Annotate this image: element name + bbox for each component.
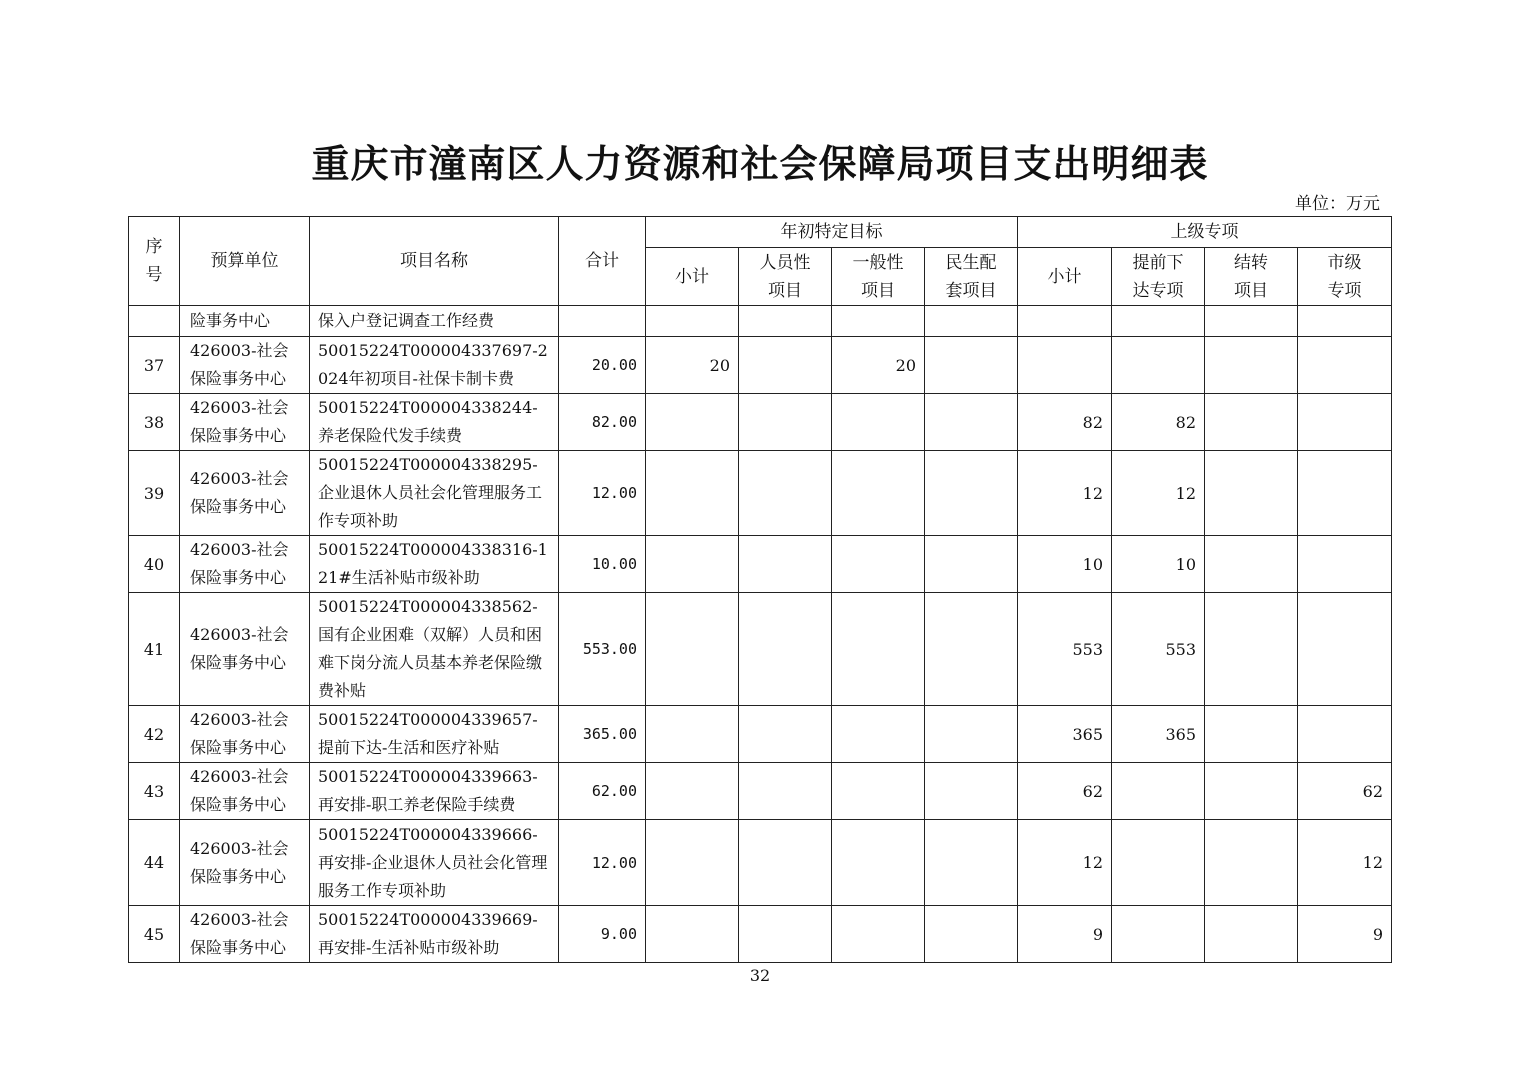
row-upper-carryover xyxy=(1205,906,1298,963)
row-upper-city: 62 xyxy=(1298,763,1392,820)
row-annual-personnel xyxy=(739,451,832,536)
row-project-name: 50015224T000004338244-养老保险代发手续费 xyxy=(310,394,559,451)
row-annual-livelihood xyxy=(925,394,1018,451)
row-annual-subtotal xyxy=(646,593,739,706)
row-annual-general xyxy=(832,593,925,706)
row-seq: 41 xyxy=(129,593,180,706)
row-upper-carryover xyxy=(1205,337,1298,394)
row-budget-unit: 426003-社会保险事务中心 xyxy=(180,593,310,706)
row-upper-advance: 12 xyxy=(1112,451,1205,536)
row-upper-subtotal: 365 xyxy=(1018,706,1112,763)
row-annual-subtotal xyxy=(646,394,739,451)
row-total xyxy=(559,306,646,337)
row-upper-advance: 365 xyxy=(1112,706,1205,763)
header-total: 合计 xyxy=(559,217,646,306)
row-project-name: 50015224T000004338316-121#生活补贴市级补助 xyxy=(310,536,559,593)
row-annual-personnel xyxy=(739,763,832,820)
row-seq: 38 xyxy=(129,394,180,451)
row-budget-unit: 426003-社会保险事务中心 xyxy=(180,706,310,763)
row-total: 12.00 xyxy=(559,451,646,536)
row-annual-livelihood xyxy=(925,337,1018,394)
table-row xyxy=(129,337,1392,394)
table-row xyxy=(129,763,1392,820)
row-upper-subtotal: 10 xyxy=(1018,536,1112,593)
row-upper-city xyxy=(1298,394,1392,451)
header-upper-advance: 提前下达专项 xyxy=(1112,248,1205,306)
row-upper-subtotal: 12 xyxy=(1018,451,1112,536)
row-project-name: 50015224T000004339669-再安排-生活补贴市级补助 xyxy=(310,906,559,963)
row-upper-subtotal: 9 xyxy=(1018,906,1112,963)
row-annual-livelihood xyxy=(925,536,1018,593)
row-annual-general xyxy=(832,306,925,337)
row-total: 82.00 xyxy=(559,394,646,451)
row-upper-carryover xyxy=(1205,536,1298,593)
row-total: 20.00 xyxy=(559,337,646,394)
row-total: 9.00 xyxy=(559,906,646,963)
row-total: 12.00 xyxy=(559,820,646,906)
row-budget-unit: 险事务中心 xyxy=(180,306,310,337)
header-seq: 序号 xyxy=(129,217,180,306)
table-row xyxy=(129,820,1392,906)
row-upper-city xyxy=(1298,536,1392,593)
row-project-name: 50015224T000004337697-2024年初项目-社保卡制卡费 xyxy=(310,337,559,394)
row-upper-subtotal xyxy=(1018,337,1112,394)
row-upper-carryover xyxy=(1205,706,1298,763)
row-budget-unit: 426003-社会保险事务中心 xyxy=(180,536,310,593)
row-upper-subtotal: 553 xyxy=(1018,593,1112,706)
row-upper-city xyxy=(1298,306,1392,337)
row-budget-unit: 426003-社会保险事务中心 xyxy=(180,906,310,963)
header-upper-city: 市级专项 xyxy=(1298,248,1392,306)
row-upper-carryover xyxy=(1205,306,1298,337)
header-budget-unit: 预算单位 xyxy=(180,217,310,306)
row-annual-livelihood xyxy=(925,306,1018,337)
row-annual-general xyxy=(832,536,925,593)
table-row xyxy=(129,306,1392,337)
page-title: 重庆市潼南区人力资源和社会保障局项目支出明细表 xyxy=(311,142,1209,186)
table-header xyxy=(129,217,1392,306)
row-annual-subtotal xyxy=(646,906,739,963)
row-upper-subtotal: 62 xyxy=(1018,763,1112,820)
header-project-name: 项目名称 xyxy=(310,217,559,306)
row-seq: 43 xyxy=(129,763,180,820)
row-annual-personnel xyxy=(739,706,832,763)
row-total: 10.00 xyxy=(559,536,646,593)
row-budget-unit: 426003-社会保险事务中心 xyxy=(180,337,310,394)
row-upper-city xyxy=(1298,593,1392,706)
row-annual-livelihood xyxy=(925,820,1018,906)
row-budget-unit: 426003-社会保险事务中心 xyxy=(180,763,310,820)
row-upper-city xyxy=(1298,706,1392,763)
row-upper-city xyxy=(1298,451,1392,536)
row-annual-livelihood xyxy=(925,706,1018,763)
row-annual-general xyxy=(832,763,925,820)
row-annual-subtotal xyxy=(646,536,739,593)
header-group-annual: 年初特定目标 xyxy=(646,217,1018,248)
row-annual-personnel xyxy=(739,536,832,593)
row-upper-carryover xyxy=(1205,763,1298,820)
table-row xyxy=(129,906,1392,963)
header-upper-carryover: 结转项目 xyxy=(1205,248,1298,306)
row-upper-city: 9 xyxy=(1298,906,1392,963)
row-upper-subtotal: 12 xyxy=(1018,820,1112,906)
row-seq: 37 xyxy=(129,337,180,394)
row-upper-advance: 553 xyxy=(1112,593,1205,706)
header-annual-livelihood: 民生配套项目 xyxy=(925,248,1018,306)
row-seq: 44 xyxy=(129,820,180,906)
row-annual-livelihood xyxy=(925,763,1018,820)
header-annual-general: 一般性项目 xyxy=(832,248,925,306)
row-project-name: 保入户登记调查工作经费 xyxy=(310,306,559,337)
table-row xyxy=(129,593,1392,706)
row-project-name: 50015224T000004339663-再安排-职工养老保险手续费 xyxy=(310,763,559,820)
row-annual-livelihood xyxy=(925,906,1018,963)
row-upper-advance xyxy=(1112,306,1205,337)
row-upper-carryover xyxy=(1205,593,1298,706)
row-total: 365.00 xyxy=(559,706,646,763)
table-row xyxy=(129,536,1392,593)
row-project-name: 50015224T000004338295-企业退休人员社会化管理服务工作专项补助 xyxy=(310,451,559,536)
row-total: 62.00 xyxy=(559,763,646,820)
row-annual-personnel xyxy=(739,906,832,963)
row-annual-livelihood xyxy=(925,451,1018,536)
row-annual-general xyxy=(832,820,925,906)
row-seq: 45 xyxy=(129,906,180,963)
table-body xyxy=(129,306,1392,963)
table-row xyxy=(129,451,1392,536)
row-seq: 40 xyxy=(129,536,180,593)
row-annual-subtotal xyxy=(646,706,739,763)
row-upper-advance xyxy=(1112,906,1205,963)
row-annual-subtotal xyxy=(646,451,739,536)
row-seq: 42 xyxy=(129,706,180,763)
row-annual-general xyxy=(832,906,925,963)
row-upper-advance: 10 xyxy=(1112,536,1205,593)
row-budget-unit: 426003-社会保险事务中心 xyxy=(180,451,310,536)
row-annual-livelihood xyxy=(925,593,1018,706)
row-budget-unit: 426003-社会保险事务中心 xyxy=(180,394,310,451)
row-project-name: 50015224T000004339666-再安排-企业退休人员社会化管理服务工作专项补助 xyxy=(310,820,559,906)
row-upper-subtotal xyxy=(1018,306,1112,337)
row-annual-general xyxy=(832,394,925,451)
header-annual-subtotal: 小计 xyxy=(646,248,739,306)
expenditure-table xyxy=(128,216,1392,963)
row-project-name: 50015224T000004339657-提前下达-生活和医疗补贴 xyxy=(310,706,559,763)
row-upper-advance xyxy=(1112,337,1205,394)
unit-label: 单位：万元 xyxy=(1295,194,1380,214)
row-annual-personnel xyxy=(739,337,832,394)
header-group-upper: 上级专项 xyxy=(1018,217,1392,248)
row-annual-general xyxy=(832,451,925,536)
row-project-name: 50015224T000004338562-国有企业困难（双解）人员和困难下岗分流人员基本养老保险缴费补贴 xyxy=(310,593,559,706)
row-upper-advance: 82 xyxy=(1112,394,1205,451)
table-row xyxy=(129,706,1392,763)
row-annual-personnel xyxy=(739,820,832,906)
row-upper-advance xyxy=(1112,763,1205,820)
row-total: 553.00 xyxy=(559,593,646,706)
row-upper-advance xyxy=(1112,820,1205,906)
row-annual-subtotal xyxy=(646,306,739,337)
row-annual-general: 20 xyxy=(832,337,925,394)
page-number: 32 xyxy=(749,966,771,985)
row-annual-subtotal xyxy=(646,763,739,820)
header-annual-personnel: 人员性项目 xyxy=(739,248,832,306)
row-upper-city xyxy=(1298,337,1392,394)
table-row xyxy=(129,394,1392,451)
row-upper-subtotal: 82 xyxy=(1018,394,1112,451)
header-upper-subtotal: 小计 xyxy=(1018,248,1112,306)
row-budget-unit: 426003-社会保险事务中心 xyxy=(180,820,310,906)
row-seq xyxy=(129,306,180,337)
row-annual-subtotal: 20 xyxy=(646,337,739,394)
row-upper-city: 12 xyxy=(1298,820,1392,906)
row-upper-carryover xyxy=(1205,394,1298,451)
row-annual-personnel xyxy=(739,394,832,451)
row-annual-subtotal xyxy=(646,820,739,906)
row-annual-personnel xyxy=(739,306,832,337)
row-seq: 39 xyxy=(129,451,180,536)
row-annual-personnel xyxy=(739,593,832,706)
row-upper-carryover xyxy=(1205,820,1298,906)
row-upper-carryover xyxy=(1205,451,1298,536)
row-annual-general xyxy=(832,706,925,763)
